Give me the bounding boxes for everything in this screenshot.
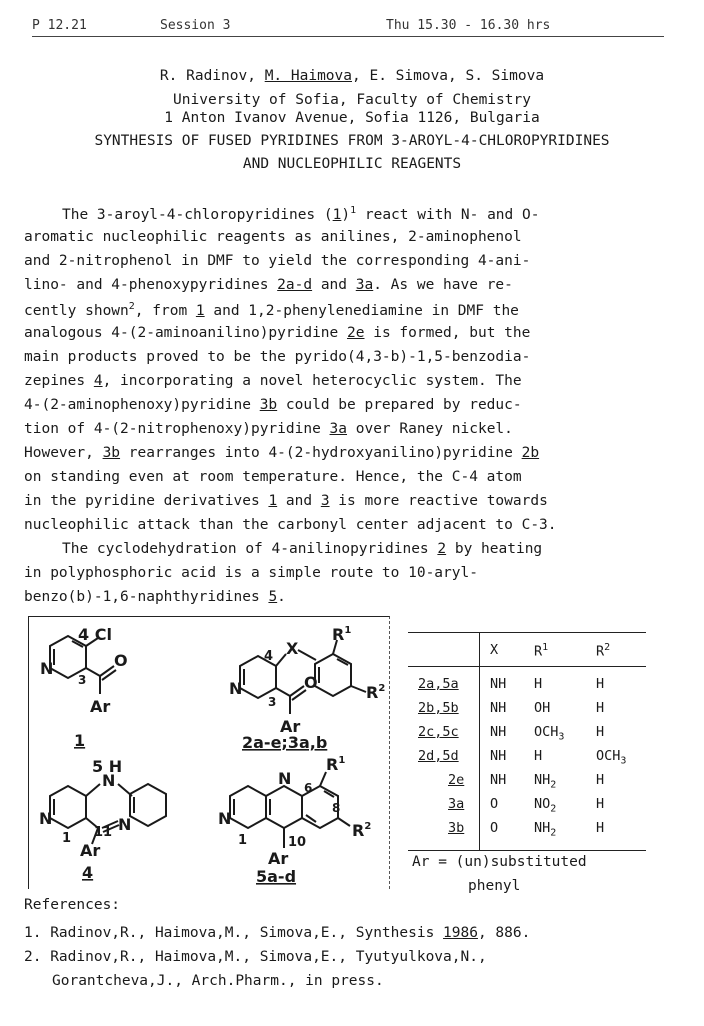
benzene-ring-4 [130,784,166,826]
pyridine-ring-4 [50,786,86,828]
row-compound: 2e [448,772,465,788]
reference-1: 1. Radinov,R., Haimova,M., Simova,E., Synthesis 1986, 886. [24,925,531,941]
central-ring-5 [266,786,302,828]
row-x: NH [490,724,507,740]
struct2-r1: $R^1$ [332,625,352,644]
table-bottom-rule [408,850,646,851]
body-line: tion of 4-(2-nitrophenoxy)pyridine 3a over Raney nickel. [24,421,513,437]
body-line: benzo(b)-1,6-naphthyridines 5. [24,589,286,605]
col-header-r1: $R^1$ [534,642,549,660]
struct5-8: 8 [332,801,341,815]
struct4-n-right: N [118,815,132,834]
body-line: aromatic nucleophilic reagents as anilines, 2-aminophenol [24,229,522,245]
row-compound: 3b [448,820,465,836]
session-time: Thu 15.30 - 16.30 hrs [386,18,551,33]
row-compound: 2b,5b [418,700,459,716]
struct2-3: 3 [268,695,277,709]
row-r2: H [596,676,605,692]
col-header-x: X [490,642,499,658]
ar-definition-2: phenyl [468,878,521,894]
body-line: and 2-nitrophenol in DMF to yield the corresponding 4-ani- [24,253,531,269]
table-top-rule [408,632,646,633]
struct4-label: 4 [82,863,94,882]
row-compound: 2d,5d [418,748,459,764]
struct5-label: 5a-d [256,867,297,886]
row-r1: $NH_2$ [534,820,557,839]
body-line: main products proved to be the pyrido(4,3-b)-1,5-benzodia- [24,349,531,365]
struct5-n-top: N [278,769,292,788]
struct1-3: 3 [78,673,87,687]
title-line-1: SYNTHESIS OF FUSED PYRIDINES FROM 3-AROYL-4-CHLOROPYRIDINES [94,133,610,149]
chemical-structures [28,616,388,888]
row-x: NH [490,676,507,692]
struct5-6: 6 [304,781,313,795]
table-header-rule [408,666,646,667]
body-line: lino- and 4-phenoxypyridines 2a-d and 3a. As we have re- [24,277,513,293]
body-line: cently shown$^2$, from 1 and 1,2-phenylenediamine in DMF the [24,301,519,319]
struct5-ar: Ar [268,849,289,868]
struct4-5h: 5 H [92,757,123,776]
row-r1: H [534,676,543,692]
row-x: NH [490,748,507,764]
body-line: The 3-aroyl-4-chloropyridines $(1)^1$ react with N- and O- [62,205,540,223]
struct5-10: 10 [288,835,307,850]
ar-definition: Ar = (un)substituted [412,854,587,870]
body-line: However, 3b rearranges into 4-(2-hydroxyanilino)pyridine 2b [24,445,540,461]
row-compound: 2a,5a [418,676,459,692]
row-x: NH [490,772,507,788]
body-line: in polyphosphoric acid is a simple route to 10-aryl- [24,565,478,581]
struct4-n-left: N [39,809,53,828]
row-r1: OH [534,700,551,716]
struct2-label: 2a-e;3a,b [242,733,328,752]
affiliation-line-1: University of Sofia, Faculty of Chemistry [173,92,531,108]
body-line: zepines 4, incorporating a novel heterocyclic system. The [24,373,522,389]
benzene-ring-2 [315,654,351,696]
struct1-o: O [114,651,128,670]
pyridine-ring-5 [230,786,266,828]
body-line: analogous 4-(2-aminoanilino)pyridine 2e is formed, but the [24,325,531,341]
struct1-ar: Ar [90,697,111,716]
struct2-o: O [304,673,318,692]
struct2-r2: $R^2$ [366,683,386,702]
row-r2: H [596,700,605,716]
struct2-x: X [286,639,299,658]
reference-2-cont: Gorantcheva,J., Arch.Pharm., in press. [52,973,384,989]
row-compound: 3a [448,796,465,812]
row-r2: H [596,796,605,812]
author-others: , E. Simova, S. Simova [352,68,545,84]
body-line: nucleophilic attack than the carbonyl center adjacent to C-3. [24,517,557,533]
struct4-1: 1 [62,831,72,846]
author-1: R. Radinov, [159,68,256,84]
struct5-1: 1 [238,833,248,848]
body-line: on standing even at room temperature. Hence, the C-4 atom [24,469,522,485]
header-rule [32,36,664,37]
struct1-cl: 4 Cl [78,625,112,644]
authors [0,68,704,84]
struct5-r1: $R^1$ [326,755,346,774]
struct5-r2: $R^2$ [352,821,372,840]
reference-2: 2. Radinov,R., Haimova,M., Simova,E., Tyutyulkova,N., [24,949,487,965]
author-2-presenting: M. Haimova [264,68,352,84]
row-r1: H [534,748,543,764]
session-label: Session 3 [160,18,231,33]
struct4-ar: Ar [80,841,101,860]
row-r2: H [596,724,605,740]
row-r1: $NH_2$ [534,772,557,791]
struct5-n-left: N [218,809,232,828]
row-r1: $OCH_3$ [534,724,565,743]
struct1-n: N [40,659,54,678]
affiliation-line-2: 1 Anton Ivanov Avenue, Sofia 1126, Bulgaria [164,110,540,126]
row-compound: 2c,5c [418,724,459,740]
struct4-n-top: N [102,771,116,790]
references-heading: References: [24,897,121,913]
struct4-11: 11 [94,825,113,840]
table-column-rule [479,632,480,850]
body-line: in the pyridine derivatives 1 and 3 is more reactive towards [24,493,548,509]
poster-code: P 12.21 [32,18,87,33]
title-line-2: AND NUCLEOPHILIC REAGENTS [242,156,462,172]
row-r2: H [596,820,605,836]
row-x: O [490,796,499,812]
row-x: NH [490,700,507,716]
struct2-n: N [229,679,243,698]
row-r2: $OCH_3$ [596,748,627,767]
row-r2: H [596,772,605,788]
col-header-r2: $R^2$ [596,642,611,660]
struct1-label: 1 [74,731,86,750]
body-line: The cyclodehydration of 4-anilinopyridines 2 by heating [62,541,543,557]
body-line: 4-(2-aminophenoxy)pyridine 3b could be prepared by reduc- [24,397,522,413]
struct2-4: 4 [264,649,274,664]
struct2-ar: Ar [280,717,301,736]
row-x: O [490,820,499,836]
row-r1: $NO_2$ [534,796,557,815]
